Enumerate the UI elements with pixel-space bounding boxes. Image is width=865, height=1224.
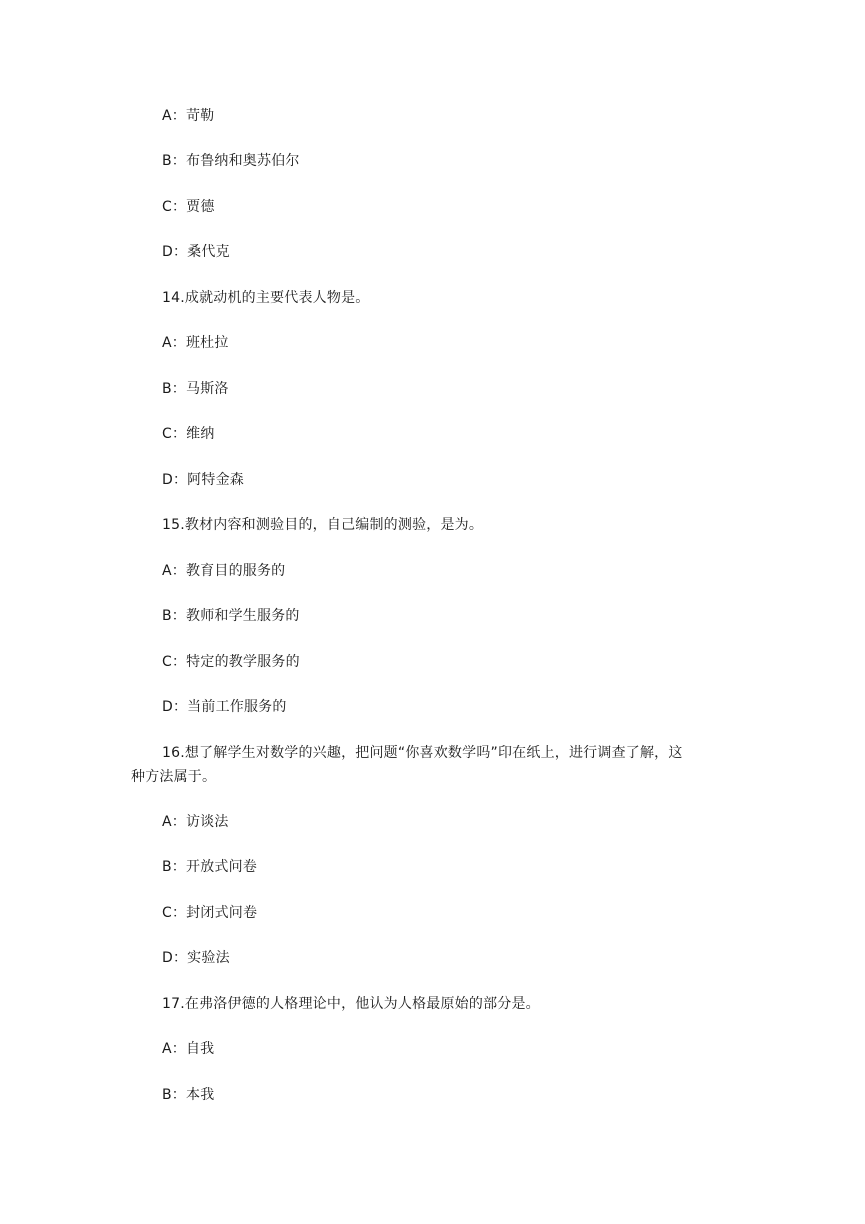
option-c-q14: C：维纳 [162, 426, 215, 442]
option-a-q15: A：教育目的服务的 [162, 563, 286, 579]
option-b-q13: B：布鲁纳和奥苏伯尔 [162, 153, 300, 169]
option-a-q16: A：访谈法 [162, 814, 229, 830]
question-16-continued: 种方法属于。 [131, 769, 217, 785]
option-b-q15: B：教师和学生服务的 [162, 608, 300, 624]
question-17: 17.在弗洛伊德的人格理论中，他认为人格最原始的部分是。 [162, 996, 540, 1012]
question-15: 15.教材内容和测验目的，自己编制的测验，是为。 [162, 517, 484, 533]
option-d-q13: D：桑代克 [162, 244, 230, 260]
option-b-q17: B：本我 [162, 1087, 215, 1103]
option-a-q14: A：班杜拉 [162, 335, 229, 351]
option-d-q14: D：阿特金森 [162, 472, 244, 488]
option-b-q16: B：开放式问卷 [162, 859, 258, 875]
option-d-q15: D：当前工作服务的 [162, 699, 287, 715]
option-c-q15: C：特定的教学服务的 [162, 654, 300, 670]
option-c-q16: C：封闭式问卷 [162, 905, 258, 921]
option-d-q16: D：实验法 [162, 950, 230, 966]
option-a-q17: A：自我 [162, 1041, 215, 1057]
option-a-q13: A：苛勒 [162, 108, 215, 124]
question-14: 14.成就动机的主要代表人物是。 [162, 290, 370, 306]
option-b-q14: B：马斯洛 [162, 381, 229, 397]
option-c-q13: C：贾德 [162, 199, 215, 215]
question-16: 16.想了解学生对数学的兴趣，把问题“你喜欢数学吗”印在纸上，进行调查了解，这 [162, 745, 683, 761]
